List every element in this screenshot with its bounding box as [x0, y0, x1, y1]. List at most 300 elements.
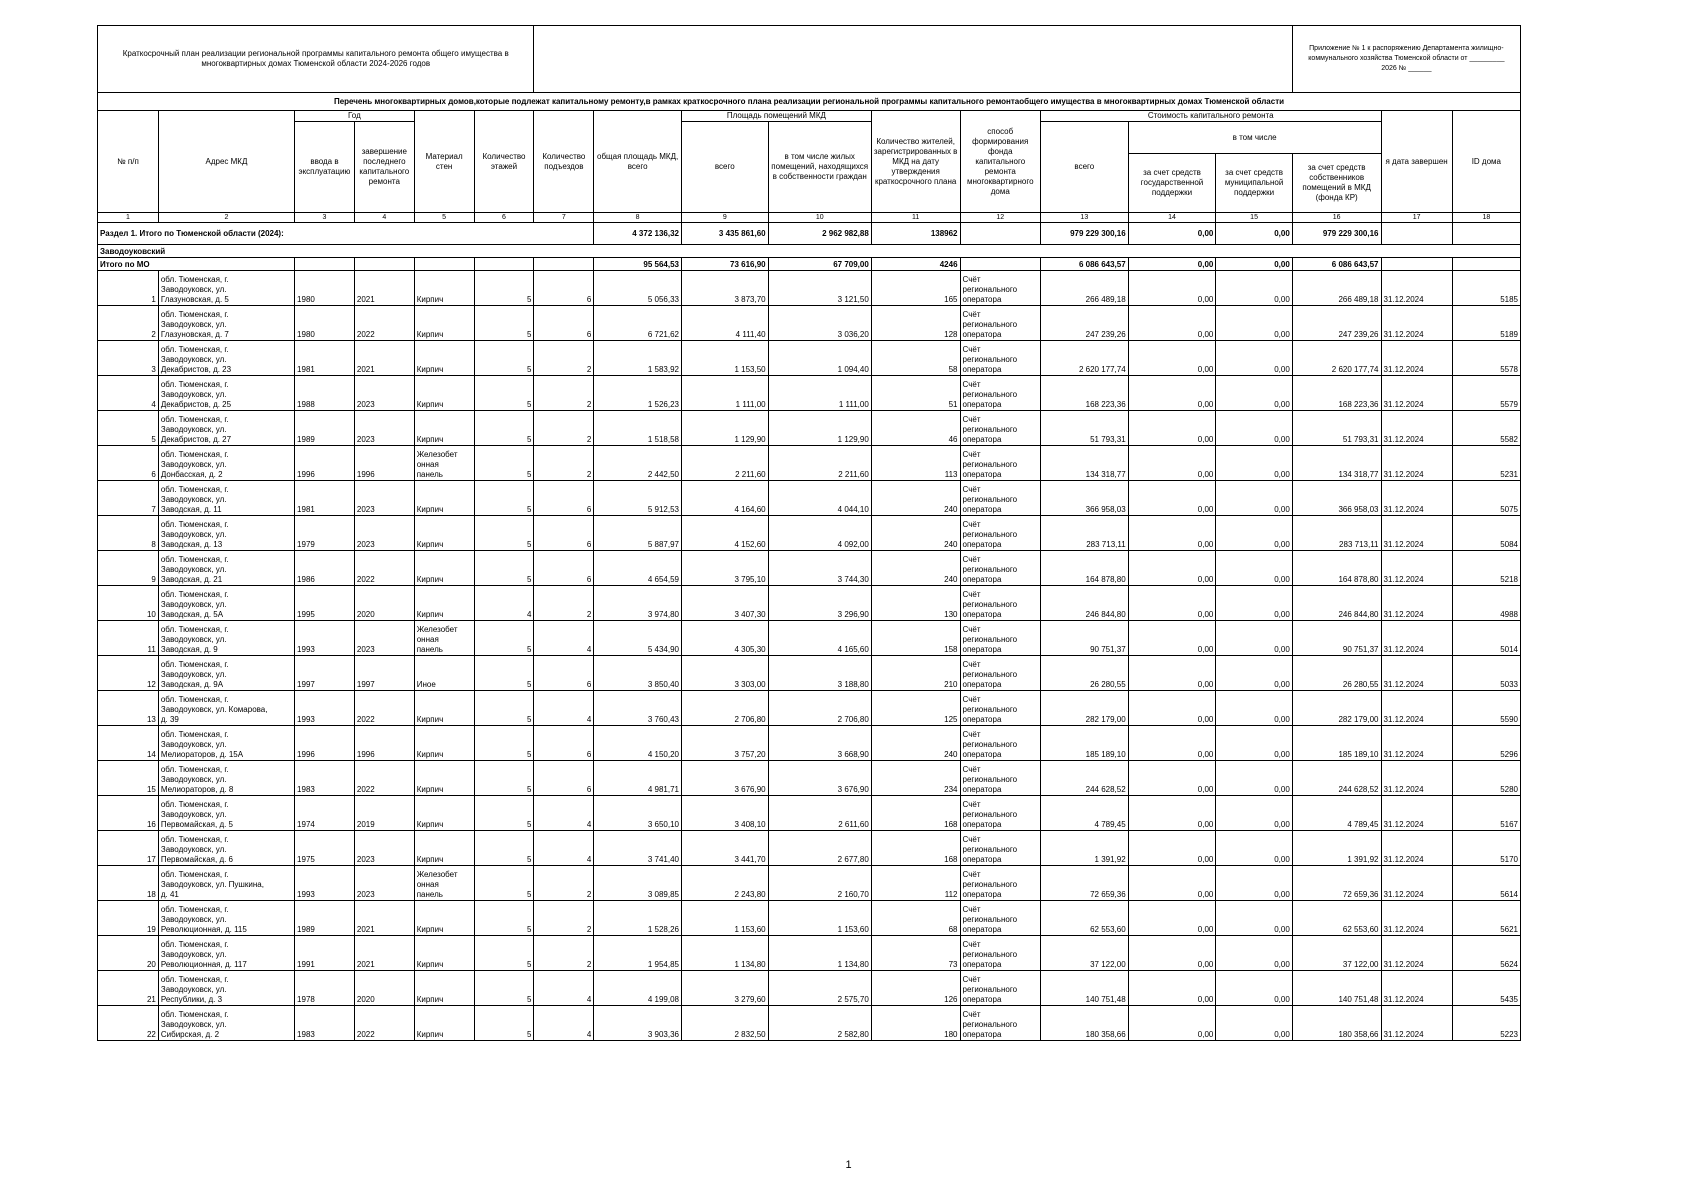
col-area-citizens: в том числе жилых помещений, находящихся в собственности граждан	[768, 122, 871, 213]
row-total-area: 1 583,92	[594, 341, 682, 376]
row-cost-state: 0,00	[1128, 306, 1216, 341]
row-residents: 158	[871, 621, 960, 656]
row-cost-municipal: 0,00	[1216, 796, 1292, 831]
row-cost-owners: 90 751,37	[1292, 621, 1381, 656]
row-area-citizens: 1 129,90	[768, 411, 871, 446]
row-address-line: обл. Тюменская, г.	[160, 555, 229, 564]
mo-cost-state: 0,00	[1128, 258, 1216, 271]
row-wall-material-line: Кирпич	[416, 575, 444, 584]
row-address	[158, 411, 294, 446]
col-total-area: общая площадь МКД, всего	[594, 111, 682, 213]
row-address	[158, 796, 294, 831]
row-year-last-repair: 2022	[354, 306, 414, 341]
col-floors: Количество этажей	[474, 111, 534, 213]
row-end-date: 31.12.2024	[1381, 691, 1452, 726]
row-number: 13	[98, 691, 159, 726]
row-floors: 5	[474, 726, 534, 761]
col-incl: в том числе	[1128, 122, 1381, 154]
row-area-all: 1 153,50	[681, 341, 768, 376]
row-fund-method	[960, 796, 1040, 831]
row-address-line: обл. Тюменская, г.	[160, 975, 229, 984]
row-cost-owners: 282 179,00	[1292, 691, 1381, 726]
row-wall-material	[414, 656, 474, 691]
row-area-all: 3 757,20	[681, 726, 768, 761]
row-fund-method	[960, 656, 1040, 691]
row-fund-method-line: регионального	[962, 565, 1018, 574]
row-year-commission: 1995	[295, 586, 355, 621]
row-number: 19	[98, 901, 159, 936]
column-numbers-row	[98, 213, 1521, 223]
row-wall-material-line: Кирпич	[416, 715, 444, 724]
row-wall-material-line: Кирпич	[416, 365, 444, 374]
row-wall-material-line: Кирпич	[416, 820, 444, 829]
col-cost-state: за счет средств государственной поддержки	[1128, 154, 1216, 213]
row-number: 3	[98, 341, 159, 376]
row-residents: 58	[871, 341, 960, 376]
row-total-area: 1 954,85	[594, 936, 682, 971]
row-cost-owners: 37 122,00	[1292, 936, 1381, 971]
row-entrances: 6	[534, 551, 594, 586]
row-cost-total: 134 318,77	[1040, 446, 1128, 481]
row-address-line: обл. Тюменская, г.	[160, 765, 229, 774]
row-address-line: Заводоуковск, ул.	[160, 635, 227, 644]
row-area-all: 3 441,70	[681, 831, 768, 866]
mo-cost-owners: 6 086 643,57	[1292, 258, 1381, 271]
row-cost-owners: 26 280,55	[1292, 656, 1381, 691]
row-fund-method-line: оператора	[962, 435, 1002, 444]
row-cost-municipal: 0,00	[1216, 866, 1292, 901]
row-end-date: 31.12.2024	[1381, 446, 1452, 481]
row-end-date: 31.12.2024	[1381, 621, 1452, 656]
row-cost-total: 90 751,37	[1040, 621, 1128, 656]
column-number: 14	[1128, 213, 1216, 223]
row-fund-method	[960, 901, 1040, 936]
row-fund-method	[960, 376, 1040, 411]
row-address-line: обл. Тюменская, г.	[160, 870, 229, 879]
table-row	[98, 1006, 1521, 1041]
row-fund-method-line: оператора	[962, 645, 1002, 654]
municipality-total-label: Итого по МО	[98, 258, 295, 271]
row-address-line: обл. Тюменская, г.	[160, 660, 229, 669]
row-wall-material-line: Кирпич	[416, 855, 444, 864]
row-fund-method-line: регионального	[962, 600, 1018, 609]
row-year-last-repair: 2022	[354, 691, 414, 726]
row-cost-total: 244 628,52	[1040, 761, 1128, 796]
row-fund-method-line: регионального	[962, 635, 1018, 644]
row-floors: 5	[474, 796, 534, 831]
column-number: 15	[1216, 213, 1292, 223]
row-address-line: Заводоуковск, ул.	[160, 285, 227, 294]
mo-cost-total: 6 086 643,57	[1040, 258, 1128, 271]
row-cost-owners: 366 958,03	[1292, 481, 1381, 516]
row-fund-method-line: оператора	[962, 295, 1002, 304]
row-floors: 5	[474, 446, 534, 481]
row-total-area: 4 150,20	[594, 726, 682, 761]
row-number: 4	[98, 376, 159, 411]
row-cost-state: 0,00	[1128, 691, 1216, 726]
row-floors: 5	[474, 656, 534, 691]
row-cost-owners: 1 391,92	[1292, 831, 1381, 866]
row-cost-state: 0,00	[1128, 621, 1216, 656]
row-cost-municipal: 0,00	[1216, 656, 1292, 691]
row-fund-method-line: регионального	[962, 460, 1018, 469]
row-cost-owners: 266 489,18	[1292, 271, 1381, 306]
row-fund-method	[960, 971, 1040, 1006]
row-wall-material	[414, 866, 474, 901]
row-address	[158, 1006, 294, 1041]
row-fund-method	[960, 1006, 1040, 1041]
row-area-citizens: 3 744,30	[768, 551, 871, 586]
table-row	[98, 971, 1521, 1006]
row-year-last-repair: 2022	[354, 761, 414, 796]
row-total-area: 3 903,36	[594, 1006, 682, 1041]
row-address-line: д. 41	[160, 890, 179, 899]
row-year-last-repair: 2023	[354, 411, 414, 446]
row-number: 9	[98, 551, 159, 586]
row-address-line: Заводоуковск, ул.	[160, 495, 227, 504]
row-area-all: 3 303,00	[681, 656, 768, 691]
row-floors: 5	[474, 516, 534, 551]
table-row	[98, 376, 1521, 411]
row-cost-owners: 2 620 177,74	[1292, 341, 1381, 376]
row-house-id: 5280	[1452, 761, 1520, 796]
row-wall-material	[414, 446, 474, 481]
row-fund-method-line: регионального	[962, 670, 1018, 679]
row-wall-material	[414, 936, 474, 971]
row-fund-method-line: оператора	[962, 820, 1002, 829]
row-fund-method	[960, 866, 1040, 901]
row-address-line: Декабристов, д. 23	[160, 365, 232, 374]
row-number: 18	[98, 866, 159, 901]
row-area-all: 1 134,80	[681, 936, 768, 971]
row-residents: 240	[871, 726, 960, 761]
row-total-area: 5 056,33	[594, 271, 682, 306]
row-residents: 73	[871, 936, 960, 971]
row-fund-method-line: оператора	[962, 925, 1002, 934]
row-area-citizens: 4 044,10	[768, 481, 871, 516]
col-cost-owners: за счет средств собственников помещений в МКД (фонда КР)	[1292, 154, 1381, 213]
row-wall-material	[414, 901, 474, 936]
row-address-line: Заводоуковск, ул.	[160, 740, 227, 749]
row-area-citizens: 3 036,20	[768, 306, 871, 341]
row-fund-method-line: оператора	[962, 470, 1002, 479]
row-floors: 5	[474, 901, 534, 936]
row-fund-method-line: оператора	[962, 715, 1002, 724]
row-total-area: 4 199,08	[594, 971, 682, 1006]
column-number: 13	[1040, 213, 1128, 223]
row-fund-method	[960, 516, 1040, 551]
municipality-name: Заводоуковский	[98, 245, 1521, 258]
row-year-commission: 1978	[295, 971, 355, 1006]
row-end-date: 31.12.2024	[1381, 831, 1452, 866]
row-cost-total: 247 239,26	[1040, 306, 1128, 341]
row-address-line: обл. Тюменская, г.	[160, 730, 229, 739]
row-wall-material	[414, 691, 474, 726]
municipality-row	[98, 245, 1521, 258]
row-fund-method-line: оператора	[962, 855, 1002, 864]
row-total-area: 1 528,26	[594, 901, 682, 936]
row-fund-method	[960, 446, 1040, 481]
row-house-id: 5624	[1452, 936, 1520, 971]
row-fund-method-line: оператора	[962, 750, 1002, 759]
mo-cost-municipal: 0,00	[1216, 258, 1292, 271]
row-area-all: 2 243,80	[681, 866, 768, 901]
row-wall-material	[414, 761, 474, 796]
row-area-all: 1 111,00	[681, 376, 768, 411]
row-address-line: Первомайская, д. 6	[160, 855, 233, 864]
row-year-commission: 1991	[295, 936, 355, 971]
row-address-line: Донбасская, д. 2	[160, 470, 223, 479]
row-residents: 210	[871, 656, 960, 691]
row-year-last-repair: 2022	[354, 551, 414, 586]
table-row	[98, 831, 1521, 866]
row-area-all: 3 873,70	[681, 271, 768, 306]
row-fund-method	[960, 481, 1040, 516]
row-fund-method-line: Счёт	[962, 485, 981, 494]
row-cost-state: 0,00	[1128, 656, 1216, 691]
col-cost-municipal: за счет средств муниципальной поддержки	[1216, 154, 1292, 213]
row-area-all: 3 407,30	[681, 586, 768, 621]
row-wall-material	[414, 971, 474, 1006]
row-floors: 5	[474, 866, 534, 901]
row-wall-material-line: Кирпич	[416, 925, 444, 934]
row-address-line: Заводская, д. 5А	[160, 610, 224, 619]
row-cost-owners: 246 844,80	[1292, 586, 1381, 621]
row-number: 1	[98, 271, 159, 306]
row-year-commission: 1981	[295, 341, 355, 376]
row-house-id: 4988	[1452, 586, 1520, 621]
row-wall-material-line: панель	[416, 645, 443, 654]
row-cost-total: 140 751,48	[1040, 971, 1128, 1006]
row-cost-state: 0,00	[1128, 271, 1216, 306]
column-number: 2	[158, 213, 294, 223]
col-cost-group: Стоимость капитального ремонта	[1040, 111, 1381, 122]
row-area-citizens: 3 676,90	[768, 761, 871, 796]
row-address-line: обл. Тюменская, г.	[160, 415, 229, 424]
row-wall-material-line: онная	[416, 460, 439, 469]
row-address	[158, 551, 294, 586]
row-cost-total: 180 358,66	[1040, 1006, 1128, 1041]
row-end-date: 31.12.2024	[1381, 411, 1452, 446]
row-year-last-repair: 1997	[354, 656, 414, 691]
row-end-date: 31.12.2024	[1381, 796, 1452, 831]
table-row	[98, 656, 1521, 691]
row-wall-material-line: Кирпич	[416, 785, 444, 794]
row-total-area: 5 434,90	[594, 621, 682, 656]
row-year-last-repair: 2021	[354, 936, 414, 971]
row-cost-municipal: 0,00	[1216, 586, 1292, 621]
col-cost-total: всего	[1040, 122, 1128, 213]
row-cost-total: 72 659,36	[1040, 866, 1128, 901]
column-number: 9	[681, 213, 768, 223]
row-cost-municipal: 0,00	[1216, 411, 1292, 446]
table-row	[98, 516, 1521, 551]
row-year-commission: 1974	[295, 796, 355, 831]
row-address	[158, 901, 294, 936]
row-fund-method-line: регионального	[962, 810, 1018, 819]
row-cost-total: 2 620 177,74	[1040, 341, 1128, 376]
row-entrances: 4	[534, 971, 594, 1006]
row-floors: 5	[474, 1006, 534, 1041]
row-end-date: 31.12.2024	[1381, 761, 1452, 796]
row-cost-state: 0,00	[1128, 901, 1216, 936]
row-fund-method-line: регионального	[962, 1020, 1018, 1029]
row-area-citizens: 3 296,90	[768, 586, 871, 621]
row-fund-method	[960, 726, 1040, 761]
col-entrances: Количество подъездов	[534, 111, 594, 213]
row-floors: 5	[474, 691, 534, 726]
row-address-line: Республики, д. 3	[160, 995, 223, 1004]
row-address-line: Заводская, д. 13	[160, 540, 223, 549]
col-end-date: я дата завершен	[1381, 111, 1452, 213]
row-area-citizens: 4 165,60	[768, 621, 871, 656]
row-wall-material	[414, 621, 474, 656]
row-address-line: Мелиораторов, д. 15А	[160, 750, 244, 759]
row-address-line: обл. Тюменская, г.	[160, 485, 229, 494]
row-address-line: Декабристов, д. 25	[160, 400, 232, 409]
row-cost-total: 37 122,00	[1040, 936, 1128, 971]
row-cost-municipal: 0,00	[1216, 376, 1292, 411]
row-address	[158, 621, 294, 656]
row-address	[158, 271, 294, 306]
row-residents: 240	[871, 551, 960, 586]
row-fund-method-line: регионального	[962, 285, 1018, 294]
row-address-line: Сибирская, д. 2	[160, 1030, 220, 1039]
row-fund-method-line: регионального	[962, 740, 1018, 749]
row-cost-state: 0,00	[1128, 551, 1216, 586]
row-house-id: 5075	[1452, 481, 1520, 516]
row-house-id: 5578	[1452, 341, 1520, 376]
row-floors: 5	[474, 936, 534, 971]
row-area-all: 4 111,40	[681, 306, 768, 341]
row-wall-material	[414, 551, 474, 586]
row-number: 20	[98, 936, 159, 971]
row-year-commission: 1986	[295, 551, 355, 586]
row-year-commission: 1980	[295, 271, 355, 306]
row-area-citizens: 2 160,70	[768, 866, 871, 901]
table-row	[98, 901, 1521, 936]
section-cost-municipal: 0,00	[1216, 223, 1292, 245]
row-year-last-repair: 2023	[354, 831, 414, 866]
row-address	[158, 586, 294, 621]
row-address	[158, 376, 294, 411]
table-row	[98, 446, 1521, 481]
section-label: Раздел 1. Итого по Тюменской области (2024):	[98, 223, 594, 245]
row-total-area: 2 442,50	[594, 446, 682, 481]
row-fund-method-line: Счёт	[962, 1010, 981, 1019]
row-cost-municipal: 0,00	[1216, 306, 1292, 341]
row-cost-municipal: 0,00	[1216, 971, 1292, 1006]
row-end-date: 31.12.2024	[1381, 306, 1452, 341]
row-address-line: Заводоуковск, ул. Пушкина,	[160, 880, 264, 889]
table-row	[98, 411, 1521, 446]
row-wall-material-line: Кирпич	[416, 750, 444, 759]
row-cost-municipal: 0,00	[1216, 341, 1292, 376]
row-fund-method	[960, 761, 1040, 796]
row-entrances: 6	[534, 516, 594, 551]
row-house-id: 5185	[1452, 271, 1520, 306]
col-address: Адрес МКД	[158, 111, 294, 213]
column-number: 1	[98, 213, 159, 223]
row-cost-state: 0,00	[1128, 1006, 1216, 1041]
row-fund-method-line: Счёт	[962, 415, 981, 424]
row-residents: 168	[871, 831, 960, 866]
row-total-area: 1 526,23	[594, 376, 682, 411]
row-cost-total: 246 844,80	[1040, 586, 1128, 621]
row-address-line: Заводоуковск, ул.	[160, 390, 227, 399]
row-wall-material-line: Кирпич	[416, 960, 444, 969]
row-fund-method-line: Счёт	[962, 905, 981, 914]
row-address-line: д. 39	[160, 715, 179, 724]
row-entrances: 6	[534, 656, 594, 691]
table-row	[98, 271, 1521, 306]
row-residents: 125	[871, 691, 960, 726]
row-house-id: 5189	[1452, 306, 1520, 341]
row-area-citizens: 3 668,90	[768, 726, 871, 761]
row-area-citizens: 3 188,80	[768, 656, 871, 691]
row-area-all: 1 129,90	[681, 411, 768, 446]
row-wall-material	[414, 306, 474, 341]
row-cost-total: 266 489,18	[1040, 271, 1128, 306]
row-fund-method	[960, 271, 1040, 306]
row-fund-method-line: регионального	[962, 530, 1018, 539]
row-cost-state: 0,00	[1128, 726, 1216, 761]
row-address-line: обл. Тюменская, г.	[160, 940, 229, 949]
row-end-date: 31.12.2024	[1381, 936, 1452, 971]
row-area-citizens: 2 611,60	[768, 796, 871, 831]
row-fund-method-line: Счёт	[962, 870, 981, 879]
row-address-line: Заводская, д. 9	[160, 645, 218, 654]
row-house-id: 5621	[1452, 901, 1520, 936]
row-house-id: 5582	[1452, 411, 1520, 446]
row-cost-state: 0,00	[1128, 761, 1216, 796]
col-residents: Количество жителей, зарегистрированных в МКД на дату утверждения краткосрочного плана	[871, 111, 960, 213]
row-total-area: 3 760,43	[594, 691, 682, 726]
row-entrances: 6	[534, 481, 594, 516]
header-right: Приложение № 1 к распоряжению Департамента жилищно-коммунального хозяйства Тюменской области от _________ 2026 № ______	[1292, 26, 1520, 93]
row-area-citizens: 2 706,80	[768, 691, 871, 726]
row-address-line: Первомайская, д. 5	[160, 820, 233, 829]
row-wall-material	[414, 516, 474, 551]
header-blank	[534, 26, 1292, 93]
row-wall-material-line: Кирпич	[416, 435, 444, 444]
row-number: 16	[98, 796, 159, 831]
row-floors: 5	[474, 306, 534, 341]
row-address-line: Мелиораторов, д. 8	[160, 785, 234, 794]
data-rows	[98, 271, 1521, 1041]
row-fund-method-line: Счёт	[962, 310, 981, 319]
row-floors: 5	[474, 271, 534, 306]
row-wall-material-line: онная	[416, 880, 439, 889]
row-area-citizens: 1 094,40	[768, 341, 871, 376]
row-fund-method-line: регионального	[962, 425, 1018, 434]
row-total-area: 3 089,85	[594, 866, 682, 901]
row-wall-material	[414, 341, 474, 376]
row-entrances: 6	[534, 271, 594, 306]
row-cost-owners: 247 239,26	[1292, 306, 1381, 341]
row-cost-owners: 164 878,80	[1292, 551, 1381, 586]
row-area-citizens: 1 111,00	[768, 376, 871, 411]
row-residents: 68	[871, 901, 960, 936]
row-entrances: 2	[534, 586, 594, 621]
row-fund-method-line: оператора	[962, 330, 1002, 339]
row-year-last-repair: 2019	[354, 796, 414, 831]
row-fund-method-line: оператора	[962, 540, 1002, 549]
table-row	[98, 551, 1521, 586]
table-row	[98, 481, 1521, 516]
row-fund-method-line: Счёт	[962, 520, 981, 529]
row-house-id: 5435	[1452, 971, 1520, 1006]
